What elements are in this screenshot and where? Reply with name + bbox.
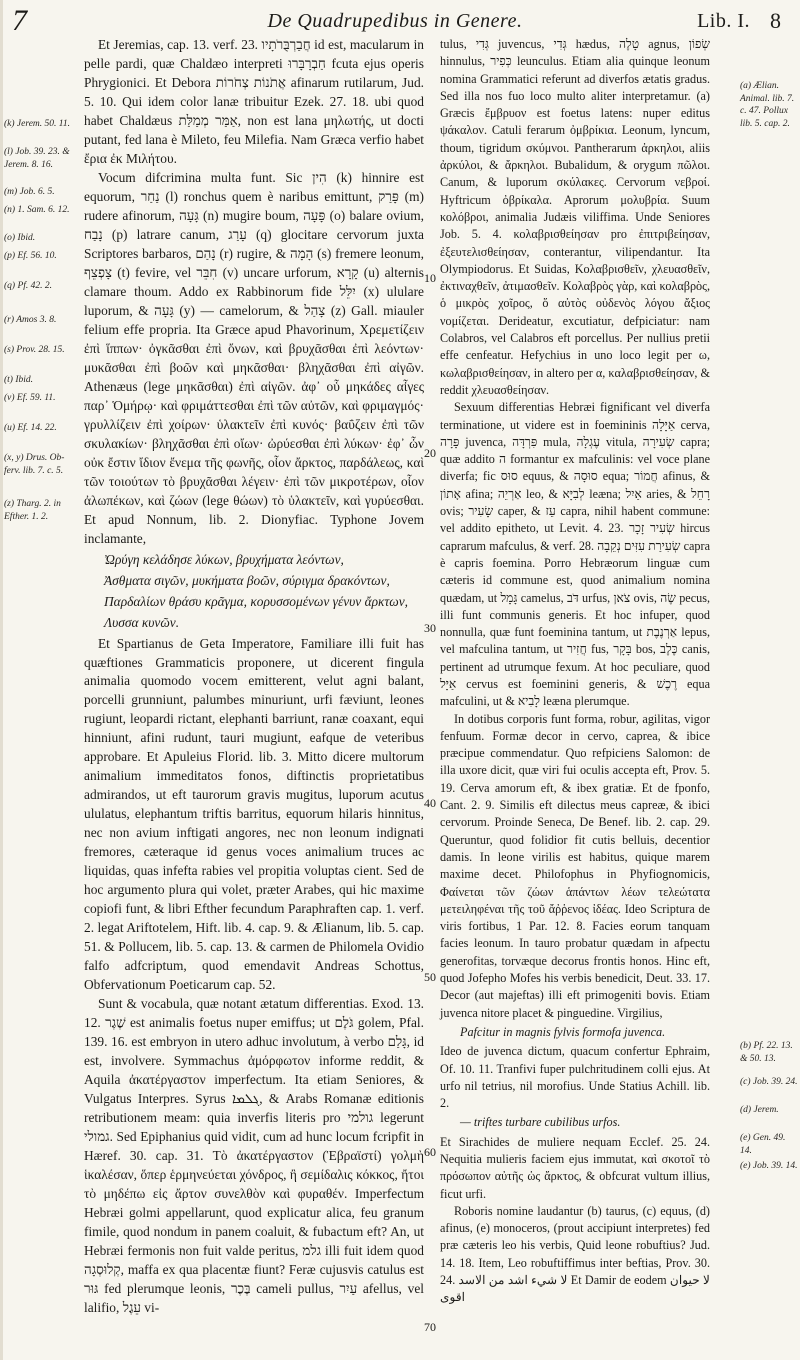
paragraph-bodily-gifts: In dotibus corporis funt forma, robur, agilitas, vigor fenfuum. Formæ decor in cervo, caprea, & ibice præcipue commendatur. Quo refpiciens Salomon: de illa uxore dicit, quæ viri fui oculis accepta eft, Prov. 5. 19. Cerva amorum eft, & ibex gratiæ. Et de fponfo, Cant. 2. 9. Similis eft dilectus meus capreæ, & ibici cervorum. Proinde Seneca, De Benef. lib. 2. cap. 29. Queruntur, quod folidior fit cutis belluis, decentior damis. In leone virilis est habitus, quique marem maxime decet. Philofophus in Phyfiognomicis, Φαίνεται τῶν ζώων ἁπάντων λέων τελεώτατα μετειληφέναι τῆς τοῦ ἄῤῥενος ἰδέας. Ideo Scriptura de viris fortibus, 1 Par. 12. 8. Facies eorum tanquam facies leonum. In tauro probatur quædam in afpectu generofitas, torvæque decorus frontis honos. Hinc eft, quod Jofepho Mofes his verbis benedicit, Deut. 33. 17. Decor (aut majeftas) illi eft primogeniti bovis. Etiam juvenca nitore placet & pinguedine. Virgilius, — [440, 711, 710, 1020]
paragraph-sirachides: Et Sirachides de muliere nequam Ecclef. 25. 24. Nequitia mulieris faciem ejus immutat, καὶ σκοτοῖ τὸ πρόσωπον αὐτῆς ὡς ἄρκτος, & obfcurat vultum illius, ficut urfi. — [440, 1134, 710, 1201]
paragraph-colors: Et Jeremias, cap. 13. verf. 23. חֲבַרְבֻּרֹתָיו id est, macularum in pelle pardi, quæ Chaldæo interpreti חַבְרָבָּרוּ fcuta ejus operis Phrygionici. Et Debora אֲתֹנוֹת צְחֹרוֹת afinarum rutilarum, Jud. 5. 10. Qui idem color lanæ tribuitur Ezek. 27. 18. ubi quod habet Chaldæus אַמַּר מְמַלַּת, non est lana μηλωτής, ut docti putant, fed lana è Mileto, feu Milefia. Nam Græca verfio habet ἔρια ἐκ Μιλήτου. — [84, 37, 424, 166]
margin-note: (m) Job. 6. 5. — [4, 187, 55, 197]
poem-line: Ὠρύγη κελάδησε λύκων, βρυχήματα λεόντων, — [104, 551, 344, 567]
margin-note: (x, y) Drus. Ob-ferv. lib. 7. c. 5. — [4, 453, 65, 476]
margin-note: (o) Ibid. — [4, 233, 36, 243]
margin-note: (z) Tharg. 2. in Efther. 1. 2. — [4, 499, 61, 522]
paragraph-spartianus: Et Spartianus de Geta Imperatore, Familiare illi fuit has quæftiones Grammaticis proponere, ut dicerent fingula animalia quomodo vocem emitterent, velut agni balant, porcelli grunniunt, palumbes minuriunt, urfi fæviunt, leones rugiunt, leopardi rictant, elephanti barriunt, ranæ coaxant, equi hinniunt, afini rudunt, tauri mugiunt, eafque de veteribus approbare. Et Apuleius Florid. lib. 3. Mitto dicere multorum animalium immeditatos fonos, diftinctis proprietatibus admirandos, ut eft taurorum gravis mugitus, luporum acutus ululatus, elephantum triftis barritus, equorum hilaris hinnitus, nec non avium inftigati angores, nec non leonum indignati fremores, cæteraque id genus voces animalium truces ac liquidas, quas infefta rabies vel propitia voluptas cient. Sed de hoc argumento plura qui volet, præter Arabes, qui hic maxime copiofi funt, & libri Efther fecundum Paraphraften cap. 1. verf. 2. legat Ariftotelem, Hift. lib. 4. cap. 9. & Ælianum, lib. 5. cap. 51. & Pollucem, lib. 5. cap. 13. & carmen de Philomela Ovidio falfo adfcriptum, quod emendavit Andreas Schottus, Obfervationum Poeticarum cap. 52. — [84, 635, 424, 993]
page-edge-shadow — [0, 0, 3, 1360]
line-number: 40 — [424, 796, 436, 810]
paragraph-young-animals: tulus, גְּדִי juvencus, גְּדִי hædus, טָלֶה agnus, שְׂפוֹן hinnulus, כְּפִיר leunculus. Etiam alia quinque leonum nomina Grammatici referunt ad diverfos ætatis gradus. Sed illa nos fuo loco multo aliter interpretamur. (a) Græcis ἔμβρυον est foetus latens: nuper editus ψάκαλον. Catuli ferarum ὀμβρίκια. Leonum, lyncum, thoum, tigridum σκύμνοι. Pantherarum ἀρκηλοι, aliis ἀρκύλοι, & ἄρκηλοι. Bubalidum, & orygum πῶλοι. Canum, & luporum σκύλακες. Cervorum νεβροί. Hyftricum ὀβρίκαλα. Aprorum μολυβρία. Suum κολόβροι, animalia Judæis viliffima. Unde Seniores Job. 5. 4. κολαβρισθείησαν pro ἐπιτριβείησαν, ἐξευτελισθείησαν, conterantur, vilipendantur. Ita Olympiodorus. Et Suidas, Κολαβρισθεῖν, χλευασθεῖν, ἐκτιναχθεῖν, ἀτιμασθεῖν. Κολαβρὸς γὰρ, καὶ κολαβρὸς, ὁ μικρὸς χοῖρος, ὅ αὐτὸς οὐδενὸς λόγου ἄξιος νομίζεται. Derideatur, excutiatur, defpiciatur: nam Colabros, vel Calabros eft porcellus. Per nullius pretii effe cenfeatur. Hefychius in uno loco legit per ω, κωλαβρισθείησαν, in altero per α, καλαβρισθείησαν, & reddit χλευασθείησαν. — [440, 37, 711, 397]
book-indicator: Lib. I. — [697, 10, 750, 32]
margin-note: (v) Ef. 59. 11. — [4, 393, 56, 403]
margin-note: (b) Pf. 22. 13. & 50. 13. — [740, 1041, 793, 1064]
margin-note: (e) Gen. 49. 14. — [740, 1133, 786, 1156]
margin-note: (a) Ælian. Animal. lib. 7. c. 47. Pollux lib. 5. cap. 2. — [740, 81, 795, 129]
margin-note: (r) Amos 3. 8. — [4, 315, 57, 325]
poem-line: Ἀσθματα σιγῶν, μυκήματα βοῶν, σύριγμα δρακόντων, — [104, 572, 390, 588]
margin-note: (l) Job. 39. 23. & Jerem. 8. 16. — [4, 147, 70, 170]
margin-note: (n) 1. Sam. 6. 12. — [4, 205, 70, 215]
margin-note: (u) Ef. 14. 22. — [4, 423, 57, 433]
right-text-column — [440, 36, 710, 1307]
paragraph-ephraim: Ideo de juvenca dictum, quacum confertur Ephraim, Of. 10. 11. Tranfivi fuper pulchritudinem colli ejus. At urfo nil tetrius, nil morofius. Unde Statius Achill. lib. 2. — [440, 1044, 710, 1111]
line-number: 50 — [424, 970, 436, 984]
margin-note: (t) Ibid. — [4, 375, 34, 385]
running-title: De Quadrupedibus in Genere. — [267, 10, 523, 32]
margin-note: (d) Jerem. — [740, 1105, 779, 1115]
paragraph-age-terms: Sunt & vocabula, quæ notant ætatum differentias. Exod. 13. 12. שֶׁגֶר est animalis foetus nuper emiffus; ut גֹּלֶם golem, Pfal. 139. 16. est embryon in utero adhuc involutum, à verbo גָּלַם, id est, involvere. Symmachus ἀμόρφωτον informe reddit, & Aquila ἀκατέργαστον imperfectum. Ita etiam Seniores, & Vulgatus Interpres. Syrus ܓܠܡܐ, & Arabs Romanæ editionis retributionem meam: quia inverfis literis pro גולמי legerunt גמולי. Sed Epiphanius quid vidit, cum ad hunc locum fcripfit in Hæref. 30. cap. 31. Τὸ ἀκατέργαστον (Ἑβραϊστί) γολμὴ ἱκαλέσαν, ὅπερ ἑρμηνεύεται χόνδρος, ἢ σεμίδαλις κόκκος, ἤτοι τὸ μηδέπω εἰς ἄρτον συνελθὸν καὶ φυραθέν. Imperfectum Hebræi golmi appellarunt, quod explicatur alica, feu granum fimile, quod nondum in panem coaluit, & fubactum eft? An, ut Hebræi fermonis non fuit valde peritus, גלמ illi fuit idem quod קְלוּסְגָה, maffa ex qua placentæ fiunt? Feræ cujusvis catulus est גּוּר fed plerumque leonis, בֶּכֶר cameli pullus, עַיִר afellus, vel lalifio, עֵגֶל vi- — [84, 996, 424, 1315]
poem-line: Λυσσα κυνῶν. — [104, 614, 180, 630]
margin-note: (c) Job. 39. 24. — [740, 1077, 798, 1087]
margin-note: (k) Jerem. 50. 11. — [4, 119, 70, 129]
margin-note: (s) Prov. 28. 15. — [4, 345, 65, 355]
line-number: 20 — [424, 446, 436, 460]
paragraph-animal-voices: Vocum difcrimina multa funt. Sic הִין (k) hinnire est equorum, נַחַר (l) ronchus quem è naribus emittunt, פָּרַק (m) rudere afinorum, גָּעָה (n) mugire boum, פָּעָה (o) balare ovium, נָבַח (p) latrare canum, עָרַג (q) glocitare cervorum juxta Scriptores barbaros, נָהַם (r) rugire, & הָמָה (s) fremere leonum, צָפְצֵף (t) fevire, vel חִבֵּר (v) uncare urforum, קָרָא (u) alternis clamare thoum. Addo ex Rabbinorum fide יִלֵּל (x) ululare luporum, & גָּעָה (y) — camelorum, & צָהַל (z) Gall. miauler felium effe propria. Ita Græce apud Phavorinum, Χρεμετίζειν ἐπὶ ἵππων· ὀγκᾶσθαι ἐπὶ ὄνων, καὶ βρυχᾶσθαι ἐπὶ λεόντων· μυκᾶσθαι ἐπὶ βοῶν καὶ μηκᾶσθαι· βληχᾶσθαι ἐπὶ αἰγῶν. Athenæus (lege μηκᾶσθαι) ἐπὶ αἰγῶν. ἀφ᾽ οὗ μηκάδες αἶγες παρ᾽ Ὁμήρῳ· καὶ φριμάττεσθαι ἐπὶ τῶν αὐτῶν, καὶ φριμαγμός· γρυλλίζειν ἐπὶ χοίρων· ὑλακτεῖν ἐπὶ κυνός· βαΰζειν ἐπὶ τῶν σκυλακίων· βληχᾶσθαι ἐπὶ οἴων· ὠρύεσθαι ἐπὶ λύκων· ἐφ᾽ ὧν οὐκ ἔστιν ἴδιον ἔνεμα τῆς φωνῆς, οἷον ἄρκτος, παρδάλεως, καὶ τῶν τοιούτων τὸ βρυχᾶσθαι λέγειν· ἐπὶ τῶν μικροτέρων, οἷον ἀλωπέκων, καὶ ζώων (lege θώων) τὸ ὑλακτεῖν, καὶ γυρύεσθαι. Et apud Nonnum, lib. 2. Dionyfiac. Typhone Jovem inclamante, — [84, 169, 425, 546]
paragraph-strength: Roboris nomine laudantur (b) taurus, (c) equus, (d) afinus, (e) monoceros, (prout accipiunt interpretes) fed præ cæteris leo his verbis, Quid leone robuftius? Jud. 14. 18. Item, Leo robuftiffimus inter beftias, Prov. 30. 24. لا شيء اشد من الاسد Et Damir de eodem لا حيوان اقوى — [440, 1203, 710, 1305]
line-number: 70 — [424, 1320, 436, 1334]
poem-line: Pafcitur in magnis fylvis formofa juvenca. — [460, 1024, 666, 1039]
poem-line: Παρδαλίων θράσυ κρᾶγμα, κορυσσομένων γένυν ἄρκτων, — [104, 593, 409, 609]
margin-note: (q) Pf. 42. 2. — [4, 281, 53, 291]
signature-mark: 8 — [770, 8, 781, 33]
poem-line: — triftes turbare cubilibus urfos. — [460, 1115, 621, 1130]
line-number: 30 — [424, 621, 436, 635]
line-number: 10 — [424, 271, 436, 285]
margin-note: (p) Ef. 56. 10. — [4, 251, 57, 261]
page-number: 7 — [12, 4, 27, 37]
paragraph-sexes: Sexuum differentias Hebræi fignificant vel diverfa terminatione, ut videre est in foemininis אַיָּלָה cerva, פָּרָה juvenca, פִּרְדָּה mula, עֶגְלָה vitula, שְׂעִירָה capra; quæ addito ה formantur ex mafculinis: vel voce plane diverfa; fic סוּס equus, & סוּסָה equa; חֲמוֹר afinus, & אָתוֹן afina; אַרְיֵה leo, & לְבִיָּא leæna; אַיִל aries, & רָחֵל ovis; שָׂעִיר caper, & עֵז capra, nihil habent commune: vel addito epitheto, ut Levit. 4. 23. שְׂעִיר זָכָר hircus caprarum mafculus, & verf. 28. שְׂעִירַת עִזִּים נְקֵבָה capra è capris foemina. Porro Hebræorum linguæ cum cæteris id commune est, quod animalium nomina quædam, ut גָּמָל camelus, דֹּב urfus, צֹאן ovis, שֶׂה pecus, illi funt communis generis. Et hoc infuper, quod nonnulla, quæ funt foeminina tantum, ut אַרְנֶבֶת lepus, vel mafculina tantum, ut חֲזִיר fus, בָּקָר bos, כֶּלֶב canis, pertinent ad utrumque fexum. At hoc peculiare, quod אַיָּל cervus est foeminini generis, & רֶכֶשׁ equa mafculini, ut & לָבִיא leæna plerumque. — [440, 400, 711, 709]
line-number: 60 — [424, 1145, 436, 1159]
margin-note: (e) Job. 39. 14. — [740, 1161, 798, 1171]
left-text-column — [84, 36, 424, 1318]
